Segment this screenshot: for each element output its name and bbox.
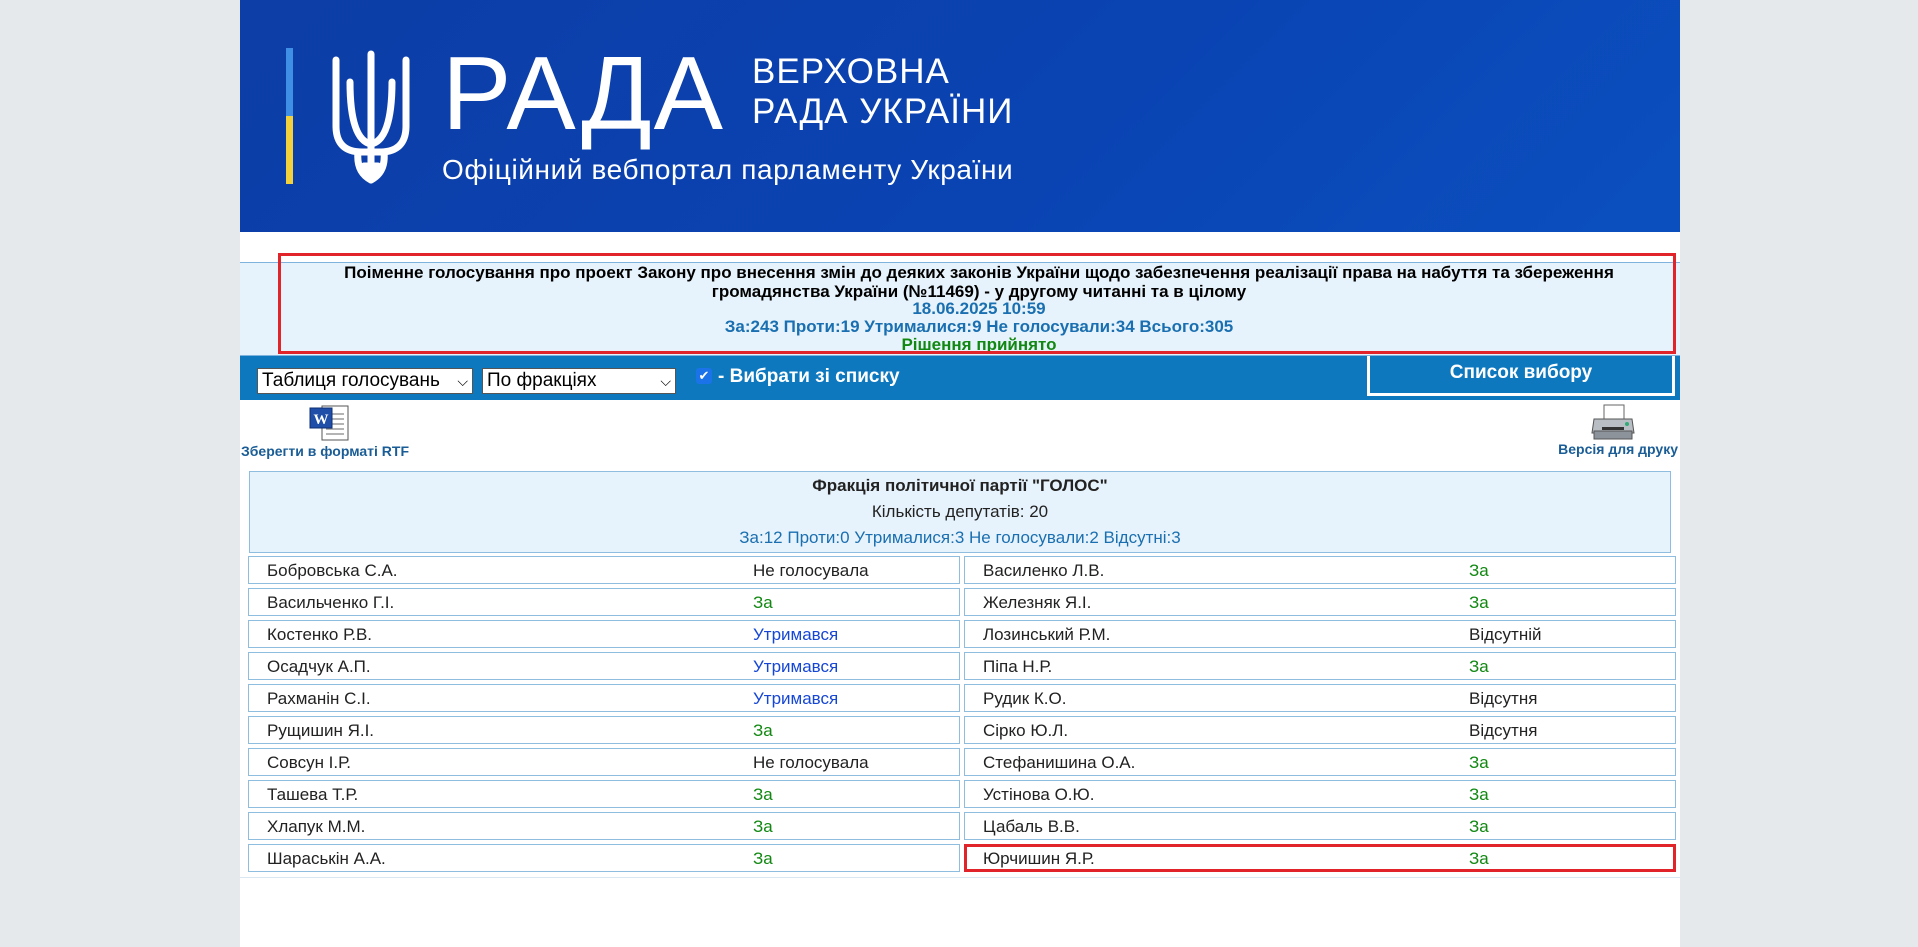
print-version-link[interactable]: Версія для друку <box>1558 441 1678 457</box>
deputy-name: Железняк Я.І. <box>983 593 1092 612</box>
deputy-vote: За <box>1469 817 1489 836</box>
deputy-vote: Відсутня <box>1469 689 1538 708</box>
logo-word: РАДА <box>442 36 726 152</box>
deputy-vote: Не голосувала <box>753 561 869 580</box>
deputy-vote: За <box>753 817 773 836</box>
deputy-vote: За <box>1469 561 1489 580</box>
deputy-name: Устінова О.Ю. <box>983 785 1095 804</box>
vote-counts: За:243 Проти:19 Утрималися:9 Не голосували:34 Всього:305 <box>724 317 1234 336</box>
faction-box <box>249 471 1671 553</box>
table-row <box>248 780 960 808</box>
table-row <box>964 684 1676 712</box>
table-row <box>248 684 960 712</box>
deputy-name: Рудик К.О. <box>983 689 1067 708</box>
deputy-name: Юрчишин Я.Р. <box>983 849 1095 868</box>
table-row <box>964 780 1676 808</box>
selection-list-button[interactable]: Список вибору <box>1367 356 1675 396</box>
deputy-name: Васильченко Г.І. <box>267 593 395 612</box>
table-row-highlighted <box>964 844 1676 872</box>
portal-subtitle: Офіційний вебпортал парламенту України <box>442 154 1014 185</box>
table-row <box>248 652 960 680</box>
deputy-name: Стефанишина О.А. <box>983 753 1136 772</box>
deputy-name: Ташева Т.Р. <box>267 785 359 804</box>
table-row <box>248 620 960 648</box>
deputy-name: Совсун І.Р. <box>267 753 351 772</box>
save-rtf-link[interactable]: Зберегти в форматі RTF <box>241 443 410 459</box>
site-header <box>240 0 1680 232</box>
faction-deputy-count: Кількість депутатів: 20 <box>871 502 1049 521</box>
deputy-name: Лозинський Р.М. <box>983 625 1111 644</box>
deputy-name: Хлапук М.М. <box>267 817 366 836</box>
table-row <box>248 844 960 872</box>
deputy-name: Піпа Н.Р. <box>983 657 1053 676</box>
deputies-column-left <box>248 556 960 876</box>
deputy-name: Рахманін С.І. <box>267 689 371 708</box>
table-row <box>964 716 1676 744</box>
deputy-vote: Відсутній <box>1469 625 1542 644</box>
deputy-name: Сірко Ю.Л. <box>983 721 1069 740</box>
word-document-icon[interactable] <box>308 404 352 444</box>
table-row <box>964 556 1676 584</box>
deputy-name: Бобровська С.А. <box>267 561 398 580</box>
table-row <box>964 588 1676 616</box>
deputy-name: Костенко Р.В. <box>267 625 373 644</box>
deputy-name: Шараськін А.А. <box>267 849 386 868</box>
deputy-vote: За <box>753 721 773 740</box>
org-name-line2: РАДА УКРАЇНИ <box>752 92 1014 131</box>
vote-title: Поіменне голосування про проект Закону про внесення змін до деяких законів України щодо забезпечення реалізації права на набуття та збереження громадянства України (№11469) - у другому читанні та в цілому <box>344 263 1614 301</box>
vote-datetime: 18.06.2025 10:59 <box>912 299 1046 318</box>
deputies-column-right <box>964 556 1676 876</box>
faction-tally: За:12 Проти:0 Утрималися:3 Не голосували:2 Відсутні:3 <box>739 528 1181 547</box>
trident-icon <box>328 48 414 186</box>
table-row <box>964 812 1676 840</box>
vote-decision: Рішення прийнято <box>901 335 1057 354</box>
table-row <box>248 556 960 584</box>
deputy-vote: За <box>1469 657 1489 676</box>
deputy-vote: За <box>1469 849 1489 868</box>
printer-icon[interactable] <box>1590 403 1636 443</box>
deputy-name: Цабаль В.В. <box>983 817 1080 836</box>
deputy-vote: Відсутня <box>1469 721 1538 740</box>
org-name-line1: ВЕРХОВНА <box>752 52 950 91</box>
chevron-down-icon: ⌵ <box>660 373 671 389</box>
select-from-list-label: - Вибрати зі списку <box>718 366 900 387</box>
deputy-vote: Утримався <box>753 689 839 708</box>
view-select-value: Таблиця голосувань <box>262 370 440 391</box>
deputy-vote: За <box>1469 753 1489 772</box>
group-select[interactable] <box>482 368 676 394</box>
table-row <box>248 812 960 840</box>
deputy-vote: Утримався <box>753 657 839 676</box>
select-from-list-checkbox[interactable]: ✔ <box>696 368 712 384</box>
deputy-vote: За <box>1469 593 1489 612</box>
deputy-name: Рущишин Я.І. <box>267 721 375 740</box>
group-select-value: По фракціях <box>487 370 597 391</box>
deputy-name: Василенко Л.В. <box>983 561 1105 580</box>
table-row <box>964 620 1676 648</box>
deputy-name: Осадчук А.П. <box>267 657 371 676</box>
deputy-vote: За <box>1469 785 1489 804</box>
deputy-vote: Не голосувала <box>753 753 869 772</box>
table-row <box>248 588 960 616</box>
deputy-vote: Утримався <box>753 625 839 644</box>
page <box>240 0 1680 947</box>
deputy-vote: За <box>753 785 773 804</box>
deputy-vote: За <box>753 593 773 612</box>
faction-name: Фракція політичної партії "ГОЛОС" <box>812 476 1108 495</box>
divider <box>240 877 1680 878</box>
svg-text:W: W <box>313 412 329 428</box>
table-row <box>248 748 960 776</box>
chevron-down-icon: ⌵ <box>457 373 468 389</box>
deputy-vote: За <box>753 849 773 868</box>
table-row <box>964 652 1676 680</box>
flag-bar <box>286 48 293 184</box>
vote-highlight-frame <box>278 253 1676 354</box>
table-row <box>964 748 1676 776</box>
table-row <box>248 716 960 744</box>
view-select[interactable] <box>257 368 473 394</box>
